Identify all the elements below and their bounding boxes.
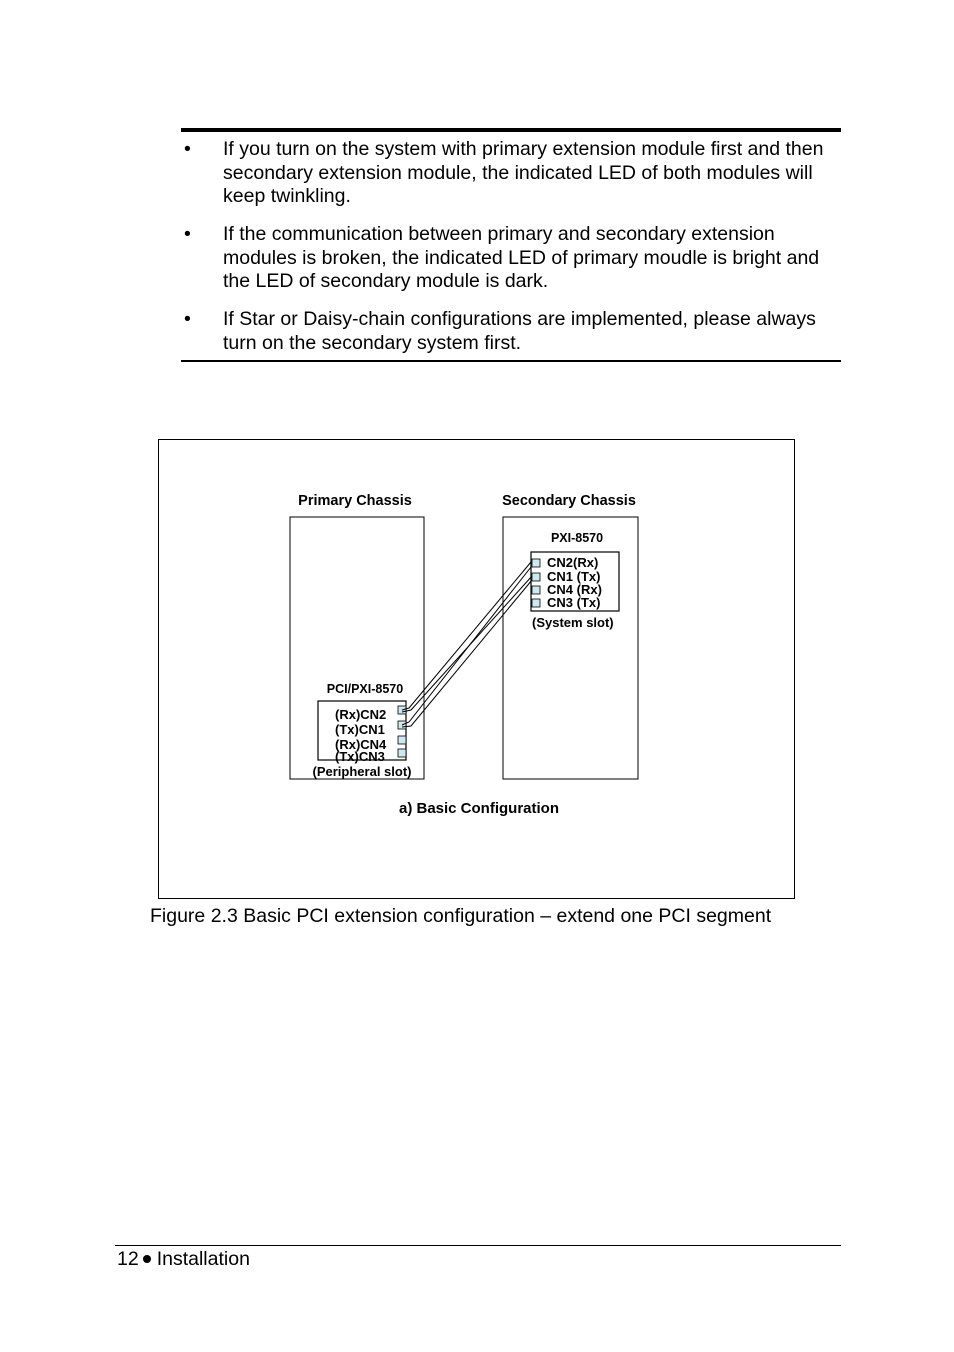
secondary-slot-label: (System slot): [532, 615, 614, 630]
secondary-module-label: PXI-8570: [550, 531, 604, 545]
section-name: Installation: [156, 1248, 250, 1270]
primary-slot-label: (Peripheral slot): [312, 764, 412, 779]
note-item: [181, 223, 841, 294]
note-bottom-rule: [181, 360, 841, 362]
bullet-icon: •: [184, 308, 191, 330]
primary-module-label: PCI/PXI-8570: [326, 682, 404, 696]
figure-caption: Figure 2.3 Basic PCI extension configuration – extend one PCI segment: [150, 905, 772, 927]
note-text: If the communication between primary and secondary extension modules is broken, the indicated LED of primary moudle is bright and the LED of secondary module is dark.: [223, 223, 820, 292]
secondary-port-label: CN3 (Tx): [547, 595, 601, 610]
note-text: If Star or Daisy-chain configurations are implemented, please always turn on the secondary system first.: [223, 308, 816, 354]
note-top-rule: [181, 128, 841, 132]
bullet-icon: •: [184, 223, 191, 245]
page-number: 12: [117, 1248, 139, 1270]
footer-rule: [115, 1245, 841, 1246]
sub-caption: a) Basic Configuration: [398, 800, 560, 817]
primary-port-cn4-led: [398, 736, 406, 744]
figure-frame: [158, 439, 795, 899]
secondary-port-label: CN2(Rx): [547, 555, 599, 570]
secondary-port-cn3-led: [532, 599, 540, 607]
configuration-diagram: [159, 440, 794, 898]
note-item: [181, 308, 841, 355]
primary-port-label: (Rx)CN2: [335, 707, 387, 722]
primary-port-label: (Rx)CN4: [335, 737, 387, 752]
secondary-port-cn1-led: [532, 573, 540, 581]
note-list: [181, 138, 841, 370]
note-text: If you turn on the system with primary extension module first and then secondary extension module, the indicated LED of both modules will keep twinkling.: [223, 138, 824, 207]
secondary-port-cn2-led: [532, 559, 540, 567]
secondary-chassis-title: Secondary Chassis: [502, 493, 636, 509]
primary-chassis-title: Primary Chassis: [298, 493, 412, 509]
primary-port-label: (Tx)CN3: [335, 749, 385, 764]
primary-port-label: (Tx)CN1: [335, 722, 385, 737]
primary-port-cn3-led: [398, 749, 406, 757]
bullet-icon: [143, 1255, 151, 1263]
secondary-port-label: CN4 (Rx): [547, 582, 602, 597]
secondary-port-cn4-led: [532, 586, 540, 594]
page-footer: [117, 1248, 250, 1271]
secondary-port-label: CN1 (Tx): [547, 569, 601, 584]
note-item: [181, 138, 841, 209]
bullet-icon: •: [184, 138, 191, 160]
